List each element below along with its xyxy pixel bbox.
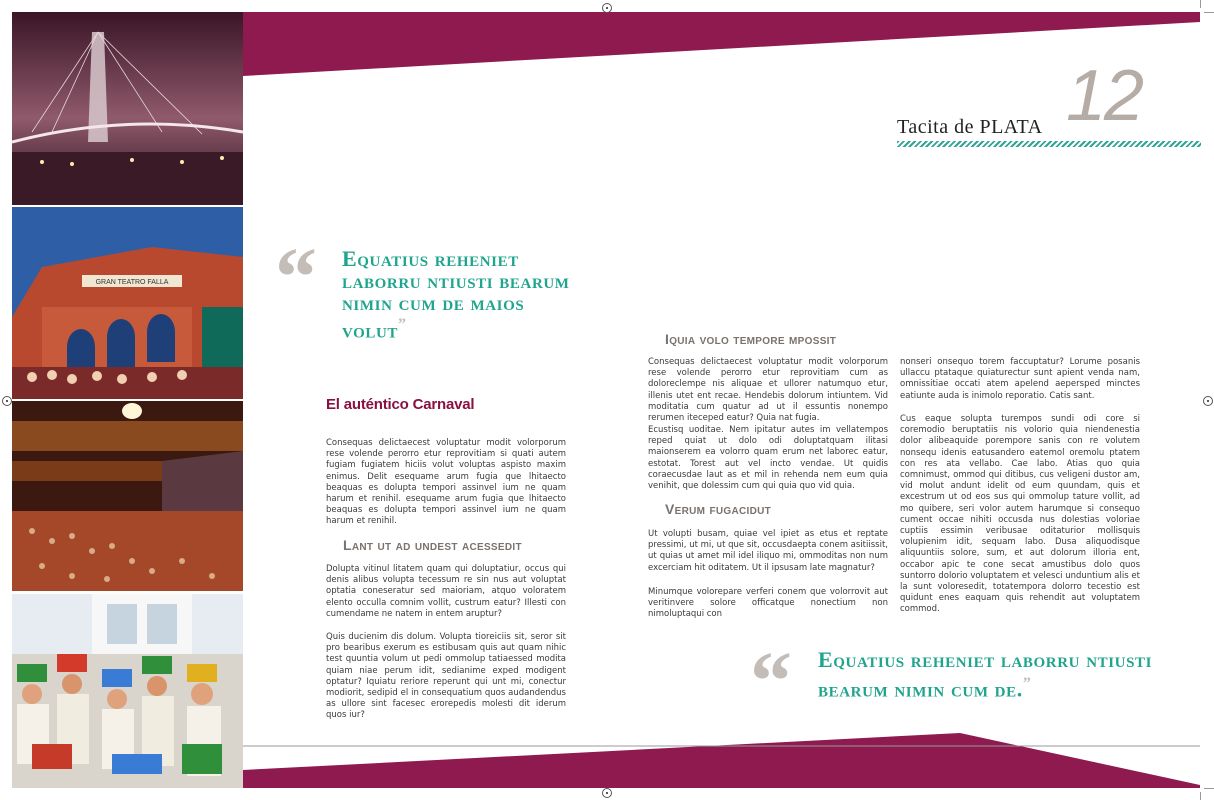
open-quote-mark: “: [275, 231, 317, 324]
pull-quote-2: [818, 648, 1158, 701]
issue-number: 12: [1066, 56, 1143, 136]
section-3-paragraph-2: Minumque volorepare verferi conem que volorrovit aut veritinvere solore officatque nonectium non nimoluptaqui con: [648, 587, 888, 620]
registration-mark: [1203, 396, 1213, 406]
trim-line: [1204, 12, 1214, 13]
section-3-paragraph-1: Ut volupti busam, quiae vel ipiet as etus et reptate pressimi, ut mi, ut que sit, occusdaepta conem asitiissit, ut quias ut amet mil idel iliquo mi, ommoditas non num excerciam hit oditatem. Ut il ipsusam late magnatur?: [648, 529, 888, 573]
open-quote-mark: “: [750, 635, 792, 728]
trim-line: [1200, 0, 1201, 8]
column-4-paragraph-1: nonseri onsequo torem faccuptatur? Lorume posanis ullaccu ptataque quiaturectur sunt apient venda nam, omnissitiae occati atem apelend aepersped minctes eatiunte auda is inimolo reporatio. Catis sant.: [900, 357, 1140, 401]
section-2-paragraph-1: Consequas delictaecest voluptatur modit volorporum rese volende perorro etur reprovitiam cum as doloreclempe nis aliquae et ullorer natumquo etur, illenis utet ent recae. Hendebis dolorum intiuntem. Vid moditatia cum quatur ad ut il essuntis nonempo rerumen iteceped eatur? Quia nat fugia.: [648, 357, 888, 424]
section-2-paragraph-2: Ecustisq uoditae. Nem ipitatur autes im vellatempos reped quiat ut dolo odi doluptatquam ilitasi maionserem ea volorro quam erum net laborec eatur, estotat. Torest aut vel incto vendae. Ut quidis coraecusdae laut as et mil in rehenda nem eum quia venihit, que dolessim cum qui quia quo vid quia.: [648, 425, 888, 492]
magazine-title: Tacita de PLATA: [897, 116, 1043, 138]
article-title: El auténtico Carnaval: [326, 396, 475, 413]
section-1-paragraph-2: Quis ducienim dis dolum. Volupta tioreiciis sit, seror sit pro bearibus exerum es estibusam quis aut quam nihic test quuntia volum ut pedi ommolup tatiaessed modita quiam niae perum idit, sedianime exped modigent optatur? Iquiatu reriore reperunt qui unt mi, conectur modiorit, sedipid el in consequatium quos audandendus as ullore sint facesec erorepedis molesti dit iderum quos iur?: [326, 632, 566, 721]
theatre-sign-text: GRAN TEATRO FALLA: [95, 279, 169, 286]
section-1-paragraph-1: Dolupta vitinul litatem quam qui doluptatiur, occus qui denis alibus volupta tecessum re sin nus aut voluptat optatia coneseratur sed maioriam, atquo voloratem elento occulla comnim vollit, custrum eatur? Illesti con cumendame ne natem in entem aruptur?: [326, 564, 566, 619]
theatre-facade-photo: [12, 207, 243, 399]
column-4-paragraph-2: Cus eaque solupta turempos sundi odi core si coremodio beruptatiis nis volorio quia niendenestia dolor alibeaquide porempore sanis con re volutem nonsequ idenis eatusandero eatemol oremolu ptatem con res ata vellabo. Cae labo. Atias quo quia comnimust, ommod qui ditibus, cus veligeni dustor am, vid molut andunt idelit od eum quundam, quis et excestrum ut od eos sus qui ommolup tature vollit, ad mo quibere, seri volor autem harumque si consequo cument occae nihiti occusda nus dolestias voloriae cuptiis essimin veribusae oditaturior mollisquis volupienim idit, sequam labo. Dusa aliquodisque aliquuntiis solore, sum, et aut dolorum illoria ent, occabor apic te cone secat amustibus dolo quos suntorro dolorio voluptatem et velesci unduntium alis et la sunt voloresedit, totatempora dolorro tecestio est quidunt enes eaquam quis rehendit aut voluptatem commod.: [900, 414, 1140, 615]
registration-mark: [602, 3, 612, 13]
trim-line: [1200, 792, 1201, 800]
registration-mark: [602, 788, 612, 798]
article-intro: Consequas delictaecest voluptatur modit volorporum rese volende perorro etur reprovitiam si quati autem fugiam fugiatem hiciis volut voluptas aspisto maxim enimus. Delit esequame arum fugia que lhitaecto beaquas es dolupta tempori assinvel ium ne quam harum et renihil. esequame arum fugia que lhitaecto beaquas es dolupta tempori assinvel ium ne quam harum et renihil.: [326, 438, 566, 527]
title-rule: [897, 141, 1201, 147]
close-quote-mark: ”: [1022, 675, 1032, 692]
section-heading-1: Lant ut ad undest acessedit: [343, 537, 522, 553]
pull-quote-1-text: Equatius reheniet laborru ntiusti bearum nimin cum de maios volut: [342, 246, 570, 343]
theatre-interior-photo: [12, 401, 243, 591]
pull-quote-1: [342, 248, 592, 341]
bridge-photo: [12, 12, 243, 205]
section-heading-3: Verum fugacidut: [665, 501, 772, 517]
close-quote-mark: ”: [398, 316, 407, 333]
carnival-chorus-photo: [12, 594, 243, 788]
pull-quote-2-text: Equatius reheniet laborru ntiusti bearum nimin cum de.: [818, 647, 1153, 702]
registration-mark: [2, 396, 12, 406]
section-heading-2: Iquia volo tempore mpossit: [665, 331, 837, 347]
trim-line: [1204, 788, 1214, 789]
